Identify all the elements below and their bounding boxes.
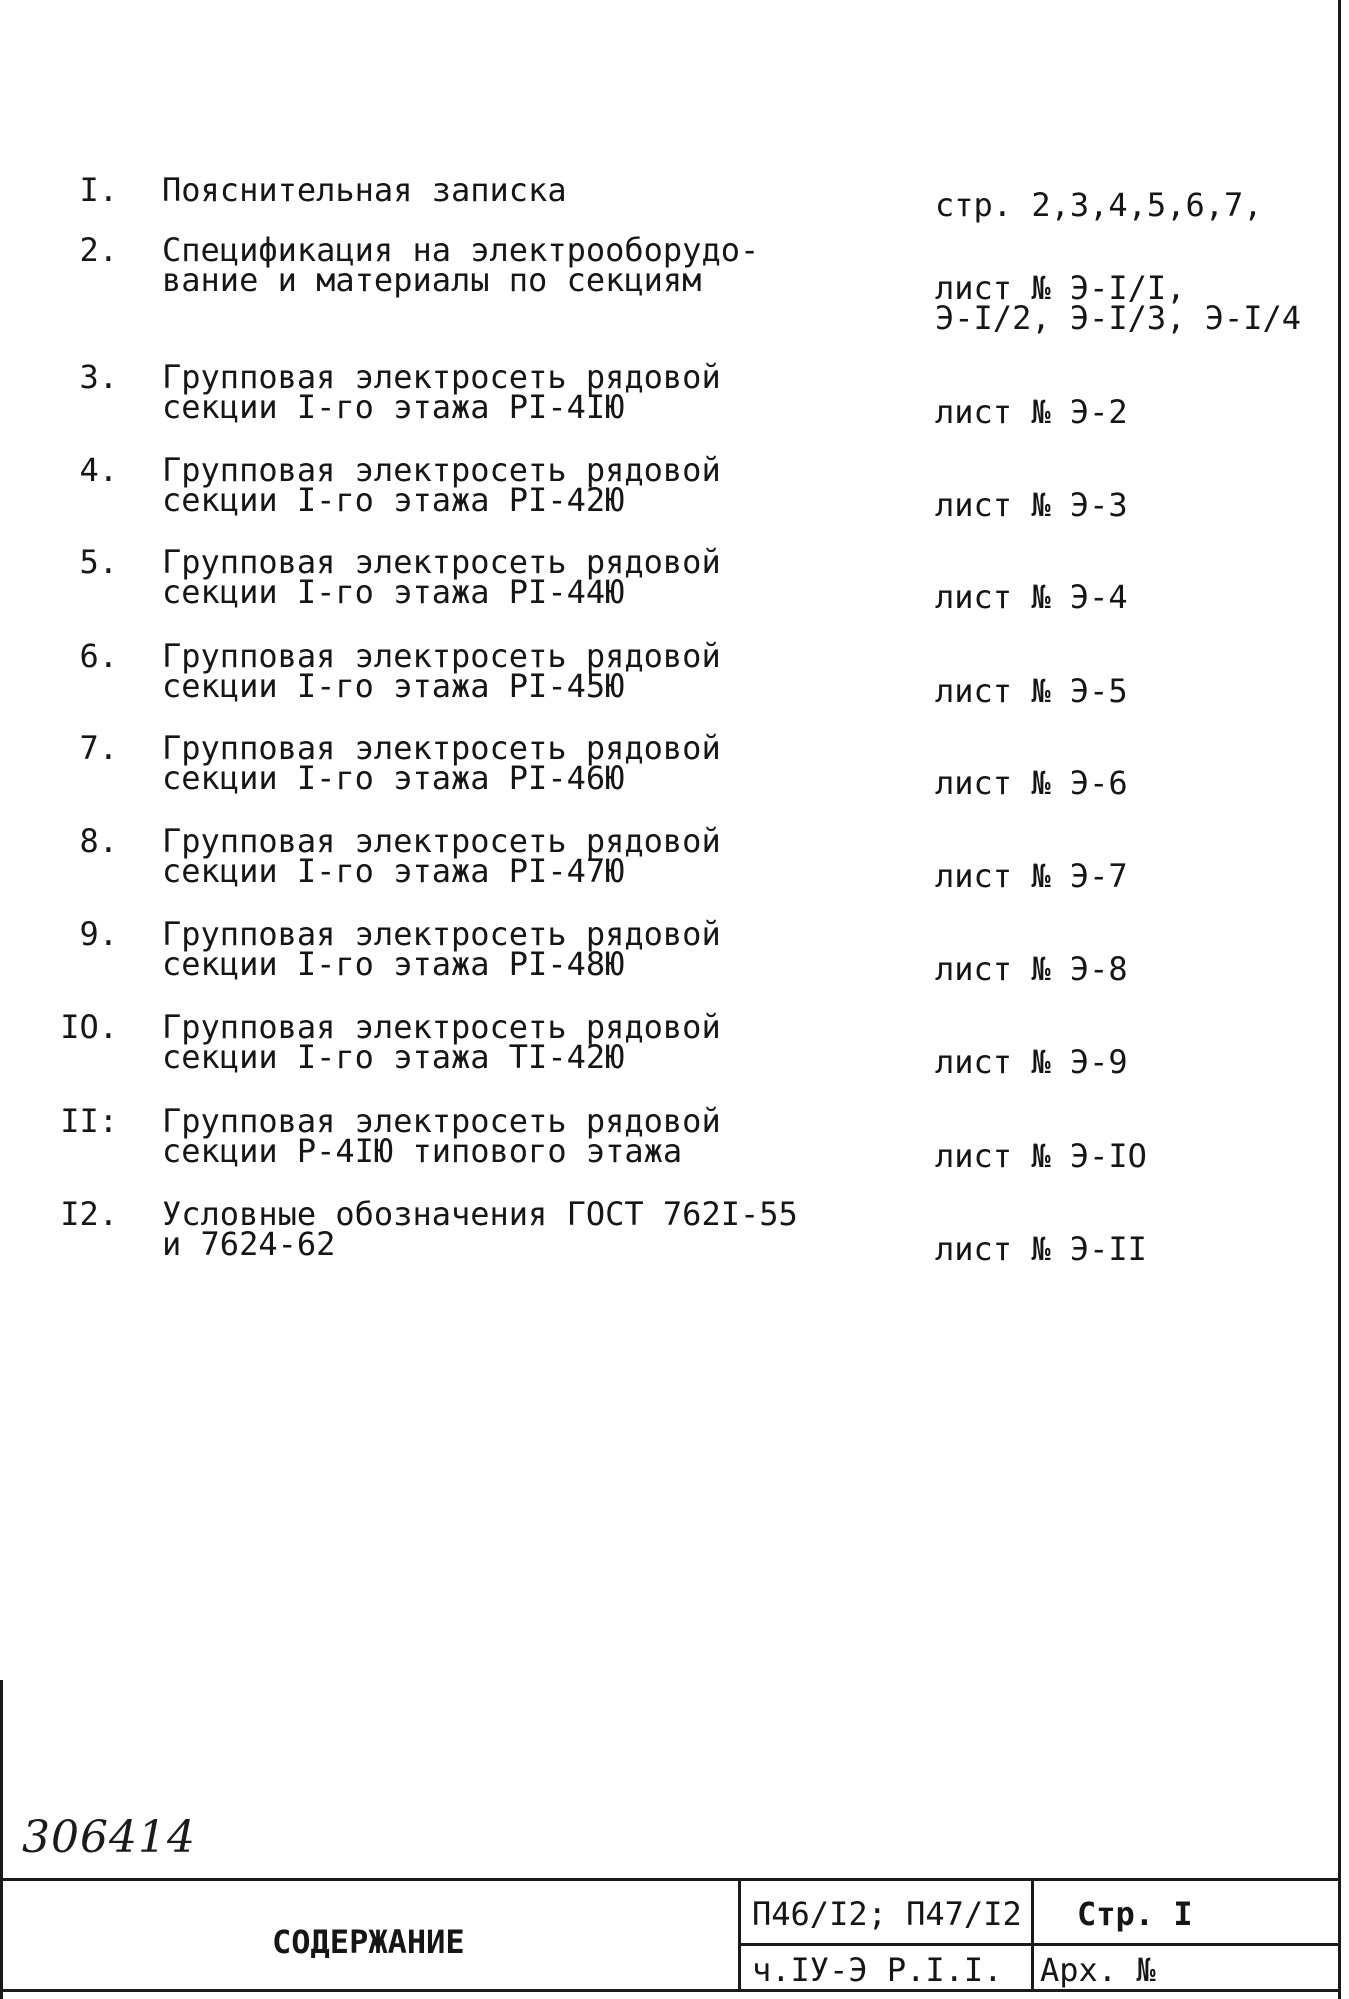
toc-item-number: I2. — [60, 1195, 118, 1233]
title-block-divider — [1031, 1881, 1034, 1989]
toc-item-number: 9. — [79, 915, 118, 953]
toc-item-number: 3. — [79, 358, 118, 396]
title-block — [0, 1878, 1341, 1992]
toc-item-number: 2. — [79, 231, 118, 269]
toc-item-number: II: — [60, 1102, 118, 1140]
project-code: П46/I2; П47/I2 — [752, 1895, 1022, 1933]
toc-item-sheet-reference: лист № Э-3 — [935, 486, 1128, 524]
toc-item-title: Условные обозначения ГОСТ 762I-55 и 7624-62 — [162, 1195, 798, 1263]
toc-item-title: Групповая электросеть рядовой секции I-го этажа TI-42Ю — [162, 1008, 721, 1076]
page-number: Стр. I — [1077, 1895, 1193, 1933]
toc-item-title: Групповая электросеть рядовой секции I-го этажа PI-47Ю — [162, 822, 721, 890]
toc-item-sheet-reference: лист № Э-4 — [935, 578, 1128, 616]
toc-item-title: Групповая электросеть рядовой секции I-го этажа PI-44Ю — [162, 543, 721, 611]
title-block-row-divider — [741, 1943, 1341, 1946]
toc-item-title: Пояснительная записка — [162, 171, 567, 209]
toc-item-title: Групповая электросеть рядовой секции I-го этажа PI-46Ю — [162, 729, 721, 797]
toc-item-number: I. — [79, 171, 118, 209]
toc-item-title: Групповая электросеть рядовой секции I-го этажа PI-4IЮ — [162, 358, 721, 426]
toc-item-title: Спецификация на электрооборудо- вание и материалы по секциям — [162, 231, 760, 299]
document-title: СОДЕРЖАНИЕ — [272, 1923, 465, 1961]
toc-item-title: Групповая электросеть рядовой секции I-го этажа PI-48Ю — [162, 915, 721, 983]
toc-item-title: Групповая электросеть рядовой секции I-го этажа PI-45Ю — [162, 637, 721, 705]
toc-item-sheet-reference: лист № Э-IO — [935, 1137, 1147, 1175]
toc-item-title: Групповая электросеть рядовой секции I-го этажа PI-42Ю — [162, 451, 721, 519]
toc-item-sheet-reference: лист № Э-II — [935, 1230, 1147, 1268]
toc-item-sheet-reference: лист № Э-9 — [935, 1043, 1128, 1081]
toc-item-number: 8. — [79, 822, 118, 860]
toc-item-number: 5. — [79, 543, 118, 581]
toc-item-number: IO. — [60, 1008, 118, 1046]
toc-item-number: 4. — [79, 451, 118, 489]
part-code: ч.IУ-Э Р.I.I. — [752, 1951, 1003, 1989]
archive-number-label: Арх. № — [1040, 1951, 1156, 1989]
toc-item-sheet-reference: лист № Э-8 — [935, 950, 1128, 988]
toc-item-number: 6. — [79, 637, 118, 675]
title-block-divider — [738, 1881, 741, 1989]
toc-item-sheet-reference: лист № Э-5 — [935, 672, 1128, 710]
toc-item-sheet-reference: лист № Э-I/I, Э-I/2, Э-I/3, Э-I/4 — [935, 269, 1302, 337]
toc-item-number: 7. — [79, 729, 118, 767]
handwritten-inventory-number: 306414 — [22, 1812, 196, 1863]
toc-item-title: Групповая электросеть рядовой секции P-4IЮ типового этажа — [162, 1102, 721, 1170]
toc-item-sheet-reference: лист № Э-7 — [935, 857, 1128, 895]
toc-item-sheet-reference: стр. 2,3,4,5,6,7, — [935, 186, 1263, 224]
page-border-right — [1338, 0, 1341, 1999]
toc-item-sheet-reference: лист № Э-2 — [935, 393, 1128, 431]
toc-item-sheet-reference: лист № Э-6 — [935, 764, 1128, 802]
